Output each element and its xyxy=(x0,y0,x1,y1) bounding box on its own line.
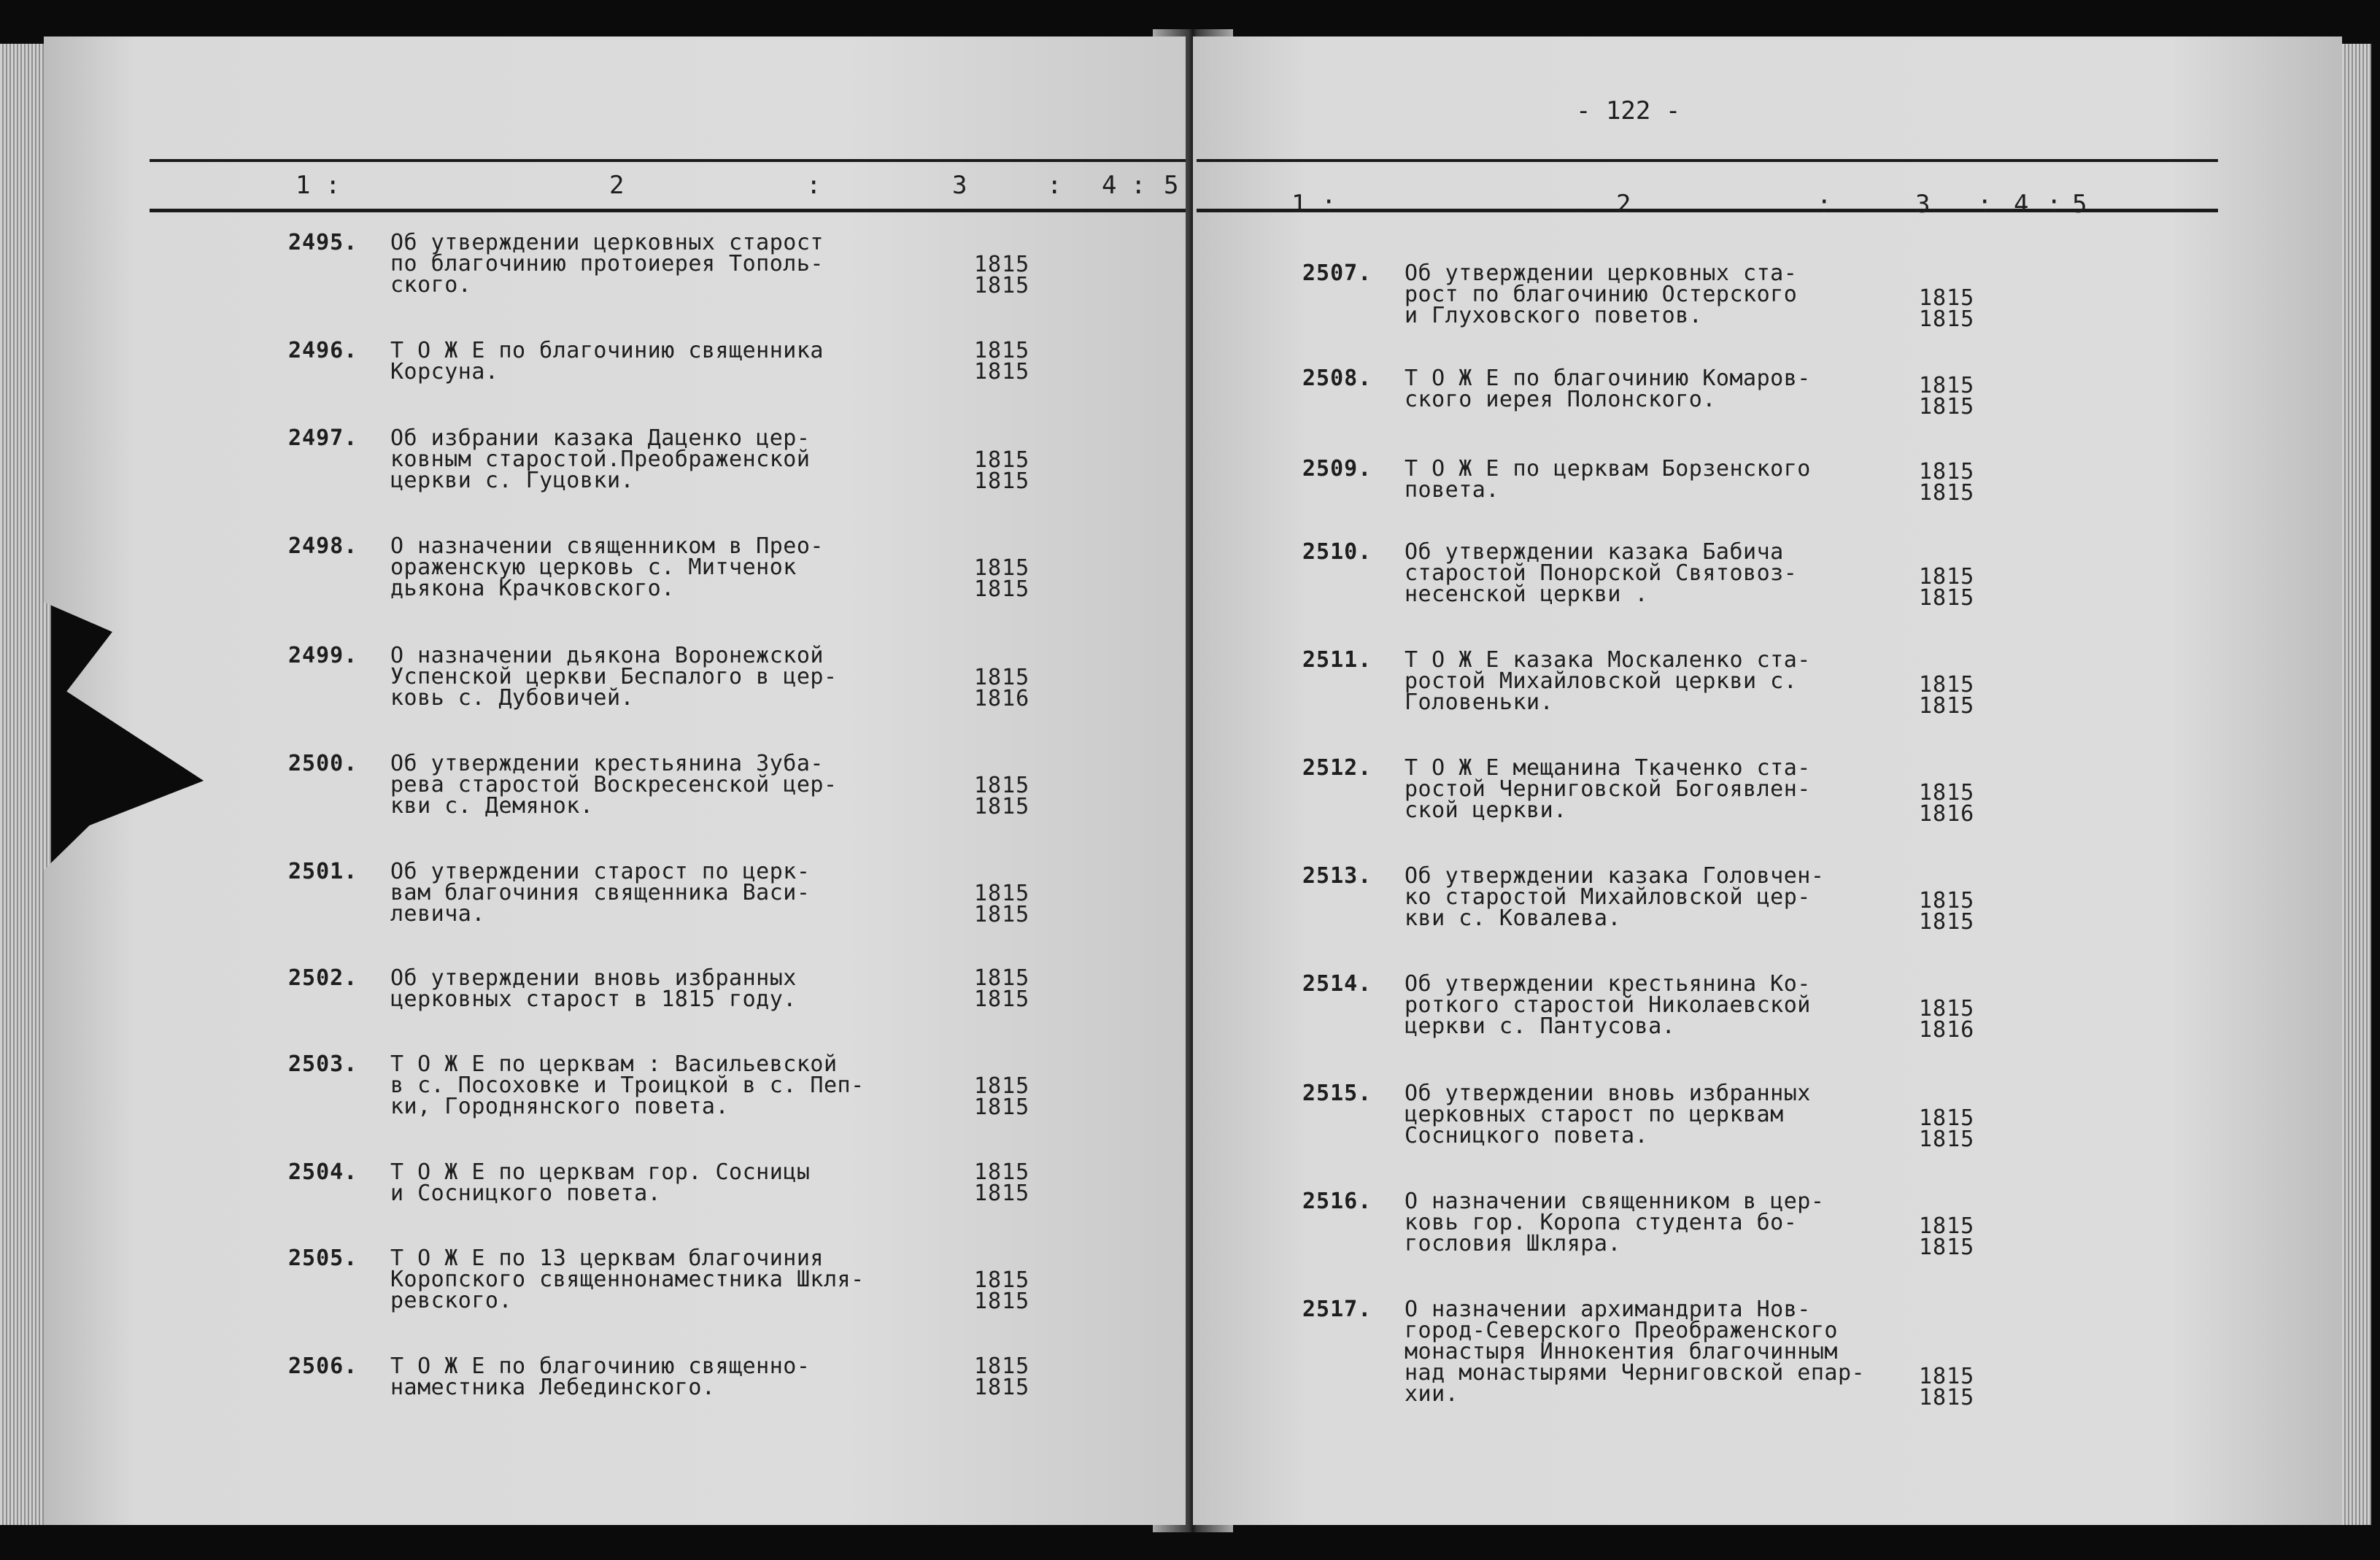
entry-text: Т О Ж Е по церквам : Васильевской в с. Посоховке и Троицкой в с. Пеп- ки, Городнянского повета. xyxy=(390,1051,865,1119)
entry-text: О назначении священником в цер- ковь гор. Коропа студента бо- гословия Шкляра. xyxy=(1405,1189,1825,1256)
entry-text: Об утверждении казака Бабича старостой Понорской Святовоз- несенской церкви . xyxy=(1405,539,1798,607)
entry-text: Т О Ж Е по 13 церквам благочиния Коропского священнонаместника Шкля- ревского. xyxy=(390,1246,865,1313)
page-number: - 122 - xyxy=(1576,96,1681,126)
entry-text: Т О Ж Е мещанина Ткаченко ста- ростой Черниговской Богоявлен- ской церкви. xyxy=(1405,755,1811,823)
entry-number: 2510. xyxy=(1302,539,1372,565)
header-sep: : xyxy=(806,171,822,200)
left-page-edges xyxy=(0,44,51,1525)
entry-number: 2511. xyxy=(1302,647,1372,673)
entry-number: 2516. xyxy=(1302,1189,1372,1214)
entry-text: О назначении дьякона Воронежской Успенской церкви Беспалого в цер- ковь с. Дубовичей. xyxy=(390,643,838,711)
entry-text: Об утверждении вновь избранных церковных старост по церквам Сосницкого повета. xyxy=(1405,1081,1811,1148)
entry-years: 1815 1816 xyxy=(974,665,1030,711)
entry-number: 2501. xyxy=(288,859,358,884)
header-col-2: 2 xyxy=(609,171,625,200)
entry-years: 1815 1816 xyxy=(1919,780,1975,827)
entry-years: 1815 1815 xyxy=(1919,1364,1975,1410)
entry-years: 1815 1815 xyxy=(974,965,1030,1012)
entry-number: 2512. xyxy=(1302,755,1372,781)
entry-number: 2513. xyxy=(1302,863,1372,889)
entry-number: 2504. xyxy=(288,1159,358,1185)
entry-text: Т О Ж Е по церквам гор. Сосницы и Сосницкого повета. xyxy=(390,1159,811,1206)
header-col-4: 4 xyxy=(1102,171,1117,200)
entry-number: 2500. xyxy=(288,751,358,776)
entry-number: 2495. xyxy=(288,230,358,255)
entry-number: 2517. xyxy=(1302,1297,1372,1322)
entry-text: Об утверждении церковных ста- рост по благочинию Остерского и Глуховского поветов. xyxy=(1405,260,1798,328)
entry-years: 1815 1815 xyxy=(974,338,1030,385)
entry-text: Об утверждении казака Головчен- ко старостой Михайловской цер- кви с. Ковалева. xyxy=(1405,863,1825,931)
entry-number: 2502. xyxy=(288,965,358,991)
entry-years: 1815 1815 xyxy=(974,447,1030,494)
entry-years: 1815 1815 xyxy=(1919,1213,1975,1260)
header-col-3: 3 xyxy=(1915,190,1931,219)
entry-years: 1815 1815 xyxy=(974,1073,1030,1120)
entry-text: Об утверждении старост по церк- вам благочиния священника Васи- левича. xyxy=(390,859,811,927)
entry-text: Т О Ж Е по церквам Борзенского повета. xyxy=(1405,456,1811,503)
entry-number: 2505. xyxy=(288,1246,358,1271)
entry-years: 1815 1815 xyxy=(974,881,1030,927)
entry-number: 2497. xyxy=(288,425,358,451)
entry-text: Об утверждении крестьянина Зуба- рева старостой Воскресенской цер- кви с. Демянок. xyxy=(390,751,838,819)
header-sep: : xyxy=(1047,171,1062,200)
entry-text: Об утверждении вновь избранных церковных старост в 1815 году. xyxy=(390,965,797,1012)
header-col-4: 4 xyxy=(2014,190,2029,219)
header-sep: : xyxy=(2047,190,2062,219)
entry-number: 2498. xyxy=(288,533,358,559)
right-column-header xyxy=(1197,159,2218,219)
header-col-1: 1 : xyxy=(1291,190,1337,219)
header-sep: : xyxy=(1977,190,1993,219)
entry-text: Об утверждении крестьянина Ко- роткого старостой Николаевской церкви с. Пантусова. xyxy=(1405,971,1811,1039)
entry-years: 1815 1815 xyxy=(1919,564,1975,611)
header-sep: : xyxy=(1131,171,1146,200)
entry-years: 1815 1815 xyxy=(1919,1105,1975,1152)
header-col-5: 5 xyxy=(2072,190,2087,219)
entry-text: О назначении архимандрита Нов- город-Северского Преображенского монастыря Иннокентия благочинным над монастырями Черниговской епар- хии. xyxy=(1405,1297,1866,1407)
header-sep: : xyxy=(1817,190,1832,219)
entry-text: О назначении священником в Прео- ораженскую церковь с. Митченок дьякона Крачковского. xyxy=(390,533,824,601)
entry-years: 1815 1815 xyxy=(974,773,1030,819)
entry-years: 1815 1815 xyxy=(974,1354,1030,1400)
entry-number: 2515. xyxy=(1302,1081,1372,1106)
entry-text: Об избрании казака Даценко цер- ковным старостой.Преображенской церкви с. Гуцовки. xyxy=(390,425,811,493)
entry-years: 1815 1815 xyxy=(974,252,1030,298)
entry-text: Об утверждении церковных старост по благочинию протоиерея Тополь- ского. xyxy=(390,230,824,298)
entry-years: 1815 1815 xyxy=(1919,459,1975,506)
entry-number: 2506. xyxy=(288,1354,358,1379)
entry-number: 2507. xyxy=(1302,260,1372,286)
entry-number: 2508. xyxy=(1302,366,1372,391)
entry-number: 2503. xyxy=(288,1051,358,1077)
entry-years: 1815 1815 xyxy=(1919,672,1975,719)
left-column-header xyxy=(150,159,1186,212)
entry-years: 1815 1815 xyxy=(974,1159,1030,1206)
header-col-1: 1 : xyxy=(295,171,341,200)
entry-text: Т О Ж Е по благочинию священно- наместника Лебединского. xyxy=(390,1354,811,1400)
header-col-2: 2 xyxy=(1616,190,1631,219)
entry-number: 2496. xyxy=(288,338,358,363)
header-col-5: 5 xyxy=(1164,171,1179,200)
entry-number: 2509. xyxy=(1302,456,1372,482)
entry-text: Т О Ж Е казака Москаленко ста- ростой Михайловской церкви с. Головеньки. xyxy=(1405,647,1811,715)
entry-years: 1815 1815 xyxy=(1919,285,1975,332)
entry-text: Т О Ж Е по благочинию Комаров- ского иерея Полонского. xyxy=(1405,366,1811,412)
entry-years: 1815 1815 xyxy=(974,1267,1030,1314)
entry-number: 2499. xyxy=(288,643,358,668)
entry-years: 1815 1815 xyxy=(1919,373,1975,420)
entry-number: 2514. xyxy=(1302,971,1372,997)
entry-years: 1815 1815 xyxy=(974,555,1030,602)
header-col-3: 3 xyxy=(952,171,967,200)
entry-years: 1815 1816 xyxy=(1919,996,1975,1043)
entry-text: Т О Ж Е по благочинию священника Корсуна. xyxy=(390,338,824,385)
entry-years: 1815 1815 xyxy=(1919,888,1975,935)
